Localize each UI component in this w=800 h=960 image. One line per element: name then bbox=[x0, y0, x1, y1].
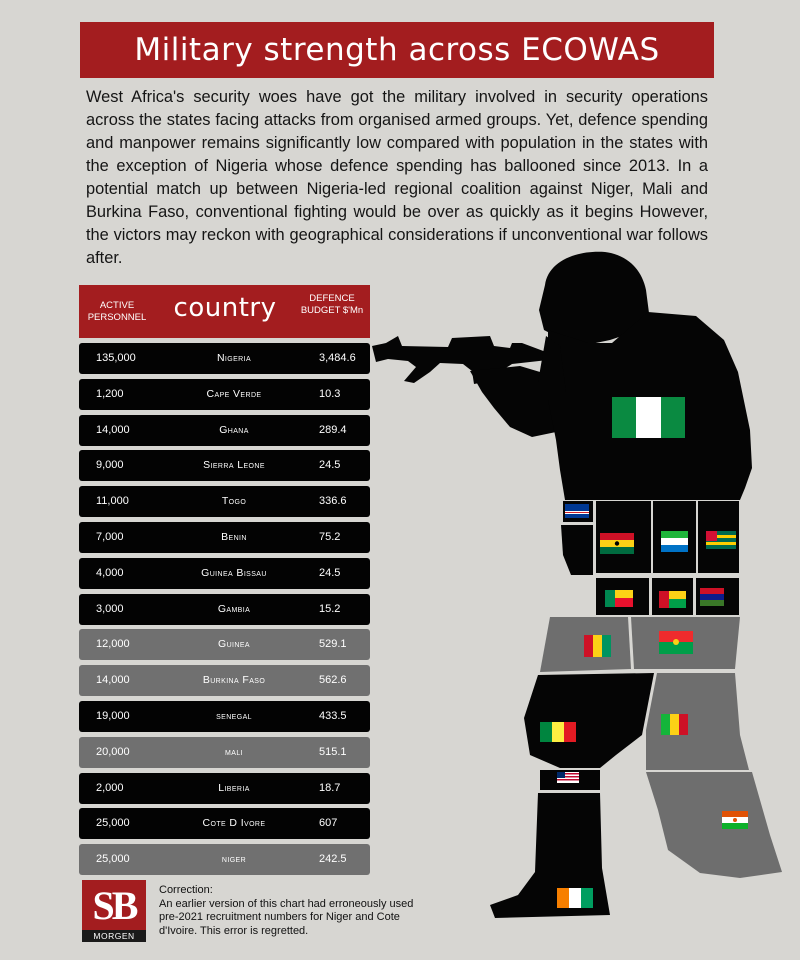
cell-active-personnel: 25,000 bbox=[96, 817, 130, 830]
flag-togo bbox=[706, 531, 736, 549]
cell-active-personnel: 20,000 bbox=[96, 745, 130, 758]
cell-defence-budget: 289.4 bbox=[319, 423, 347, 436]
flag-cote-divoire bbox=[557, 888, 593, 908]
cell-defence-budget: 562.6 bbox=[319, 674, 347, 687]
cell-country: Burkina Faso bbox=[202, 674, 266, 687]
cell-country: Togo bbox=[221, 495, 247, 508]
intro-paragraph: West Africa's security woes have got the military involved in security operations across the states facing attacks from organised armed groups. Yet, defence spending and manpower remains significantly low compared with population in the states with the exception of Nigeria whose defence spending has ballooned since 2013. In a potential match up between Nigeria-led regional coalition against Niger, Mali and Burkina Faso, conventional fighting would be over as quickly as it begins However, the victors may reckon with geographical considerations if unconventional war follows after. bbox=[86, 88, 708, 267]
flag-burkina-faso bbox=[659, 631, 693, 654]
cell-country: Cape Verde bbox=[206, 387, 262, 400]
cell-country: Gambia bbox=[217, 602, 251, 615]
flag-gambia bbox=[700, 588, 724, 606]
cell-defence-budget: 529.1 bbox=[319, 638, 347, 651]
cell-active-personnel: 1,200 bbox=[96, 387, 124, 400]
flag-niger bbox=[722, 811, 748, 829]
cell-active-personnel: 12,000 bbox=[96, 638, 130, 651]
cell-defence-budget: 15.2 bbox=[319, 602, 341, 615]
cell-country: Guinea Bissau bbox=[201, 566, 267, 579]
flag-nigeria bbox=[612, 397, 685, 438]
correction-note bbox=[159, 884, 419, 938]
table-row bbox=[79, 701, 370, 732]
cell-defence-budget: 433.5 bbox=[319, 710, 347, 722]
correction-heading: Correction: bbox=[159, 884, 213, 896]
cell-country: mali bbox=[225, 745, 243, 758]
cell-active-personnel: 19,000 bbox=[96, 710, 130, 722]
header-defence-budget: DEFENCE BUDGET $'Mn bbox=[300, 293, 364, 316]
cell-active-personnel: 135,000 bbox=[96, 352, 136, 364]
cell-active-personnel: 14,000 bbox=[96, 674, 130, 687]
table-row bbox=[79, 558, 370, 589]
cell-active-personnel: 11,000 bbox=[96, 495, 129, 508]
cell-country: Benin bbox=[221, 531, 247, 543]
table-row bbox=[79, 773, 370, 804]
cell-active-personnel: 4,000 bbox=[96, 566, 124, 579]
cell-active-personnel: 7,000 bbox=[96, 531, 124, 543]
cell-defence-budget: 10.3 bbox=[319, 387, 341, 400]
flag-benin bbox=[605, 590, 633, 607]
cell-defence-budget: 3,484.6 bbox=[319, 352, 356, 364]
cell-country: senegal bbox=[216, 710, 252, 722]
cell-country: Nigeria bbox=[216, 352, 252, 364]
cell-country: Sierra Leone bbox=[203, 459, 265, 472]
table-row bbox=[79, 629, 370, 660]
flag-guinea bbox=[584, 635, 611, 657]
cell-defence-budget: 515.1 bbox=[319, 745, 347, 758]
logo-name: MORGEN bbox=[82, 930, 146, 942]
flag-cape-verde bbox=[565, 504, 589, 518]
table-row bbox=[79, 665, 370, 696]
header-active-personnel: ACTIVE PERSONNEL bbox=[87, 300, 147, 323]
cell-country: niger bbox=[221, 853, 247, 866]
table-row bbox=[79, 486, 370, 517]
flag-mali bbox=[661, 714, 688, 735]
table-row bbox=[79, 844, 370, 875]
table-row bbox=[79, 594, 370, 625]
correction-body: An earlier version of this chart had erroneously used pre-2021 recruitment numbers for Niger and Cote d'Ivoire. This error is regretted. bbox=[159, 897, 414, 937]
cell-country: Liberia bbox=[218, 781, 250, 794]
flag-ghana bbox=[600, 533, 634, 554]
table-header bbox=[79, 285, 370, 338]
chart-title: Military strength across ECOWAS bbox=[80, 22, 714, 78]
cell-country: Cote D Ivore bbox=[202, 817, 266, 830]
cell-defence-budget: 242.5 bbox=[319, 853, 347, 866]
cell-country: Guinea bbox=[218, 638, 250, 651]
flag-senegal bbox=[540, 722, 576, 742]
soldier-upper-body bbox=[372, 252, 752, 500]
cell-defence-budget: 24.5 bbox=[319, 566, 341, 579]
header-country: country bbox=[173, 293, 277, 323]
soldier-lower-body bbox=[490, 673, 654, 918]
cell-active-personnel: 25,000 bbox=[96, 853, 130, 866]
cell-defence-budget: 607 bbox=[319, 817, 338, 830]
table-row bbox=[79, 379, 370, 410]
cell-active-personnel: 9,000 bbox=[96, 459, 124, 472]
cell-defence-budget: 18.7 bbox=[319, 781, 341, 794]
cell-defence-budget: 336.6 bbox=[319, 495, 347, 508]
cell-active-personnel: 2,000 bbox=[96, 781, 124, 794]
flag-liberia bbox=[557, 772, 579, 783]
logo-mark: SB bbox=[92, 883, 136, 928]
cell-active-personnel: 3,000 bbox=[96, 602, 124, 615]
cell-country: Ghana bbox=[219, 423, 249, 436]
cell-defence-budget: 75.2 bbox=[319, 531, 341, 543]
table-row bbox=[79, 343, 370, 374]
table-row bbox=[79, 737, 370, 768]
cell-active-personnel: 14,000 bbox=[96, 423, 130, 436]
cell-defence-budget: 24.5 bbox=[319, 459, 341, 472]
flag-guinea-bissau bbox=[659, 591, 686, 608]
table-row bbox=[79, 522, 370, 553]
table-row bbox=[79, 808, 370, 839]
sb-morgen-logo bbox=[82, 880, 146, 942]
flag-sierra-leone bbox=[661, 531, 688, 552]
table-row bbox=[79, 415, 370, 446]
table-row bbox=[79, 450, 370, 481]
